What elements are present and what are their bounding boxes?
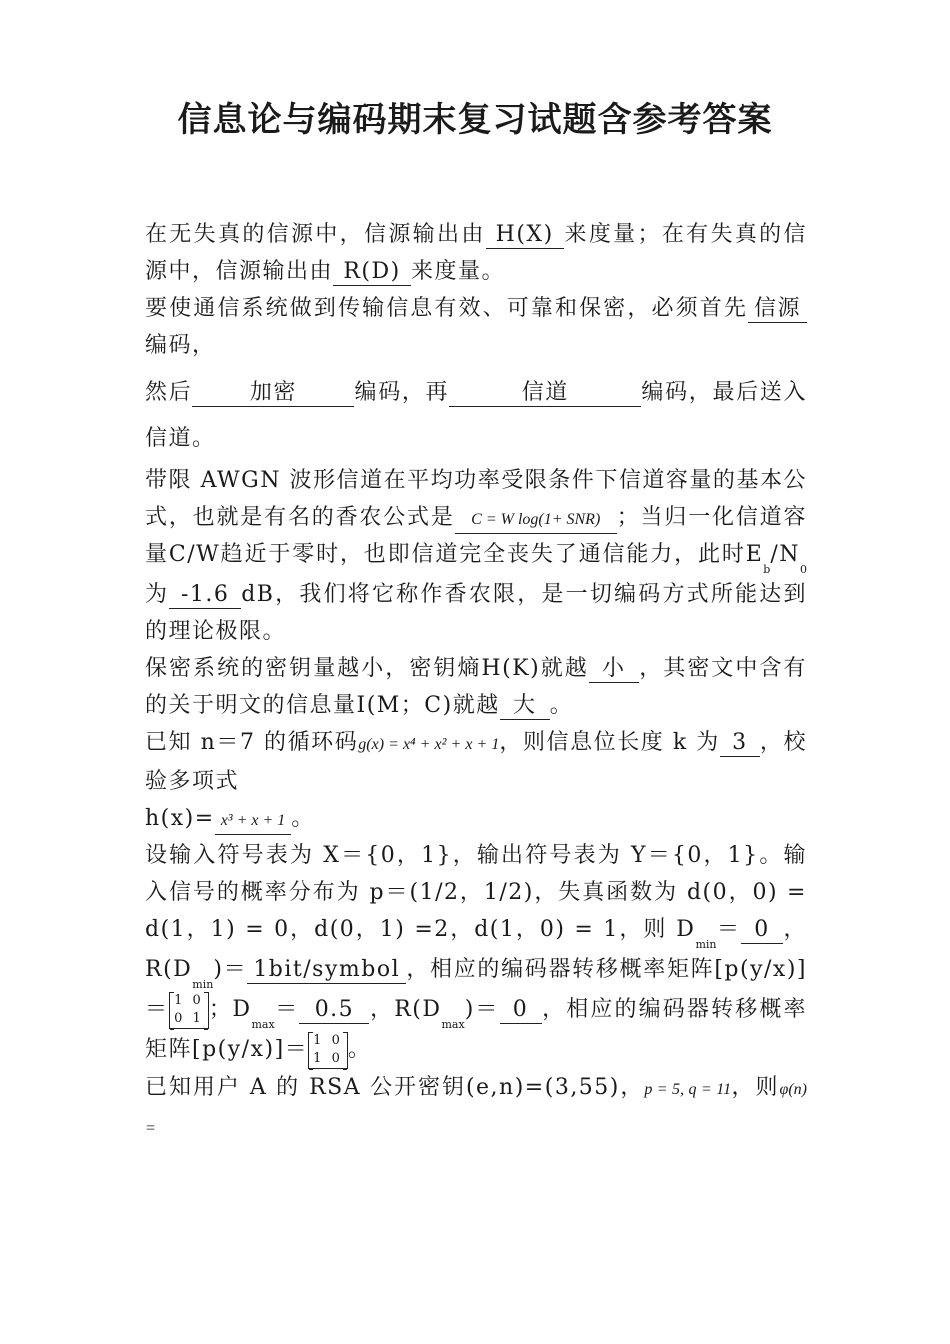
question-4 bbox=[145, 650, 807, 724]
document-body bbox=[145, 216, 807, 1147]
q2-answer-3: 信道 bbox=[449, 380, 641, 407]
q5-answer-2: x³ + x + 1 bbox=[215, 808, 292, 835]
matrix-2-underline bbox=[308, 1031, 348, 1069]
question-1 bbox=[145, 216, 807, 290]
rsa-primes: p = 5, q = 11 bbox=[644, 1081, 732, 1098]
q3-text-3: /N bbox=[770, 542, 800, 567]
q1-answer-1: H(X) bbox=[486, 222, 564, 249]
q6-text-6: ；D bbox=[208, 997, 252, 1022]
q6-answer-dmin: 0 bbox=[741, 917, 783, 944]
q3-text-4: 为 bbox=[145, 582, 170, 607]
q6-sub-min-1: min bbox=[695, 938, 717, 951]
q5-answer-1: 3 bbox=[720, 730, 760, 757]
q2-answer-2: 加密 bbox=[192, 380, 354, 407]
question-5 bbox=[145, 724, 807, 800]
q2-text-5: 编码，最后送入信道。 bbox=[145, 380, 807, 451]
q6-text-4: )＝ bbox=[213, 957, 248, 982]
q2-text-4: 编码，再 bbox=[354, 380, 450, 405]
q5-text-4: h(x)= bbox=[145, 806, 215, 831]
question-7 bbox=[145, 1069, 807, 1147]
q4-text-1: 保密系统的密钥量越小，密钥熵H(K)就越 bbox=[145, 656, 589, 681]
q3-text-5: dB，我们将它称作香农限，是一切编码方式所能达到的理论极限。 bbox=[145, 582, 807, 644]
q6-text-8: ，R(D bbox=[369, 997, 442, 1022]
matrix-2-row-1: 1 0 bbox=[313, 1033, 343, 1048]
q3-sub-0: 0 bbox=[800, 563, 807, 576]
matrix-1-underline bbox=[169, 991, 209, 1029]
q7-text-2: ，则 bbox=[731, 1075, 780, 1100]
q6-answer-rdmin: 1bit/symbol bbox=[247, 957, 406, 984]
generator-polynomial: g(x) = x⁴ + x² + x + 1 bbox=[358, 736, 500, 753]
q6-answer-rdmax: 0 bbox=[500, 997, 542, 1024]
q3-answer-1: -1.6 bbox=[169, 582, 241, 609]
q4-answer-2: 大 bbox=[500, 693, 550, 720]
q4-text-2: ，其密文中含有的关于明文的信息量I(M；C)就越 bbox=[145, 656, 807, 718]
q3-sub-b: b bbox=[763, 563, 771, 576]
q6-text-1: 设输入符号表为 X＝{0，1}，输出符号表为 Y＝{0，1}。输入信号的概率分布为 p＝(1/2，1/2)，失真函数为 d(0，0) = d(1，1) = 0，d(0，1) =2，d(1，0) = 1，则 D bbox=[145, 843, 807, 942]
q2-text-2: 编码， bbox=[145, 333, 216, 358]
transition-matrix-2 bbox=[308, 1032, 348, 1068]
shannon-formula: C = W log(1+ SNR) bbox=[455, 507, 617, 534]
matrix-1-row-1: 1 0 bbox=[174, 993, 204, 1008]
q6-sub-min-2: min bbox=[192, 978, 214, 991]
page-title: 信息论与编码期末复习试题含参考答案 bbox=[177, 100, 773, 140]
matrix-2-row-2: 1 0 bbox=[313, 1051, 343, 1066]
q6-sub-max-2: max bbox=[441, 1018, 465, 1031]
transition-matrix-1 bbox=[169, 992, 209, 1028]
q4-text-3: 。 bbox=[549, 693, 574, 718]
q4-answer-1: 小 bbox=[589, 656, 639, 683]
q1-text-1: 在无失真的信源中，信源输出由 bbox=[145, 222, 486, 247]
question-3 bbox=[145, 462, 807, 650]
question-5-continued bbox=[145, 800, 807, 837]
q2-answer-1: 信源 bbox=[748, 296, 807, 323]
q7-text-1: 已知用户 A 的 RSA 公开密钥(e,n)=(3,55)， bbox=[145, 1075, 645, 1100]
q1-text-2: 来度量；在有失真的信源中，信源输出由 bbox=[145, 222, 807, 284]
q5-text-1: 已知 n＝7 的循环码 bbox=[145, 730, 359, 755]
q6-sub-max-1: max bbox=[251, 1018, 275, 1031]
question-2 bbox=[145, 290, 807, 364]
matrix-1-row-2: 0 1 bbox=[174, 1011, 204, 1026]
q2-text-1: 要使通信系统做到传输信息有效、可靠和保密，必须首先 bbox=[145, 296, 748, 321]
question-6 bbox=[145, 837, 807, 1069]
question-2-continued bbox=[145, 370, 807, 462]
euler-phi: φ(n) = bbox=[145, 1081, 807, 1137]
q5-text-2: ，则信息位长度 k 为 bbox=[499, 730, 720, 755]
q6-answer-dmax: 0.5 bbox=[299, 997, 369, 1024]
q6-text-3: ，R(D bbox=[145, 917, 807, 982]
q6-text-9: )＝ bbox=[464, 997, 500, 1022]
q3-text-2: ；当归一化信道容量C/W趋近于零时，也即信道完全丧失了通信能力，此时E bbox=[145, 505, 807, 567]
q6-text-11: 。 bbox=[347, 1037, 372, 1062]
q6-text-10: ，相应的编码器转移概率矩阵[p(y/x)]＝ bbox=[145, 997, 807, 1062]
q3-text-1: 带限 AWGN 波形信道在平均功率受限条件下信道容量的基本公式，也就是有名的香农公式是 bbox=[145, 468, 807, 530]
q6-text-2: ＝ bbox=[716, 917, 741, 942]
q1-text-3: 来度量。 bbox=[411, 259, 506, 284]
q2-text-3: 然后 bbox=[145, 380, 193, 405]
q1-answer-2: R(D) bbox=[333, 259, 411, 286]
q6-text-5: ，相应的编码器转移概率矩阵[p(y/x)]＝ bbox=[145, 957, 807, 1022]
q6-text-7: ＝ bbox=[274, 997, 300, 1022]
q5-text-3: ，校验多项式 bbox=[145, 730, 807, 794]
q5-text-5: 。 bbox=[291, 806, 315, 831]
